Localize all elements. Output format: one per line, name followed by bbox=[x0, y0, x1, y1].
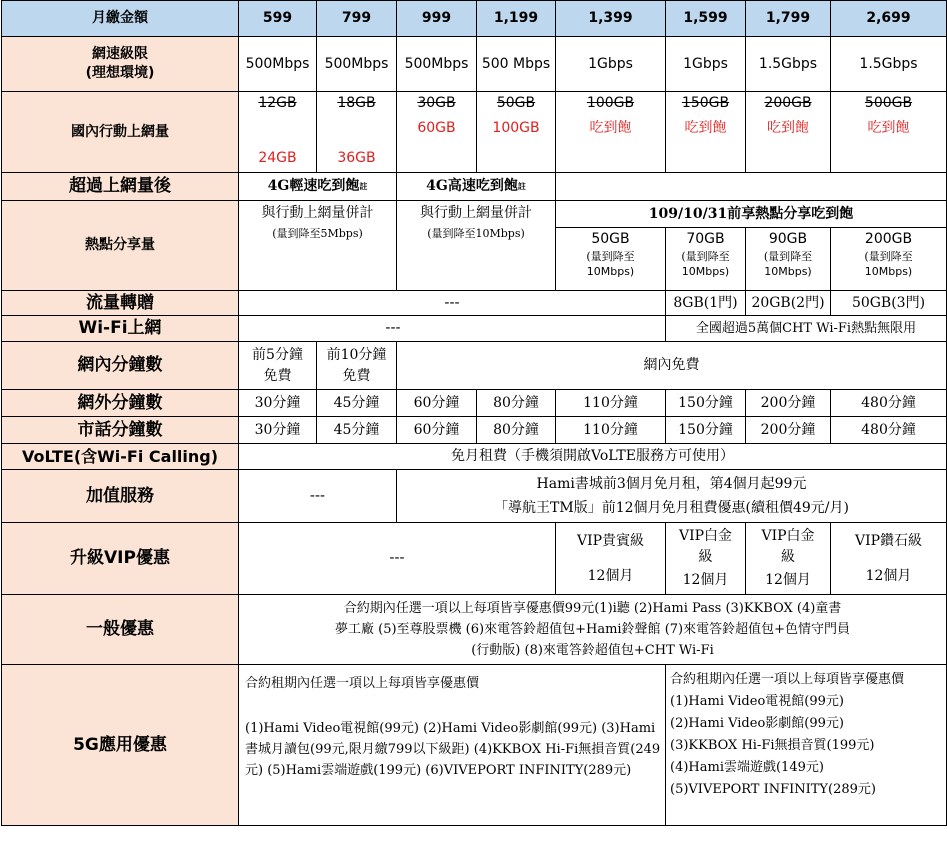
vip-tier-term: 12個月 bbox=[682, 572, 729, 588]
transfer-label: 流量轉贈 bbox=[2, 291, 239, 316]
data-original: 100GB bbox=[586, 95, 635, 111]
general-value bbox=[239, 595, 947, 665]
price-2699: 2,699 bbox=[831, 1, 947, 37]
header-row bbox=[2, 1, 947, 37]
hotspot-amount-value: 50GB bbox=[591, 231, 630, 247]
price-1199: 1,199 bbox=[477, 1, 556, 37]
vip-tier-name: VIP白金 bbox=[678, 528, 733, 544]
data-new: 36GB bbox=[337, 150, 376, 166]
hotspot-shared-high bbox=[397, 201, 556, 291]
data-cell bbox=[239, 92, 317, 173]
onnet-599 bbox=[239, 342, 317, 390]
transfer-value: 8GB(1門) bbox=[666, 291, 746, 316]
vip-label: 升級VIP優惠 bbox=[2, 523, 239, 595]
onnet-599-line2: 免費 bbox=[263, 367, 292, 384]
vas-value bbox=[397, 470, 947, 523]
data-cell bbox=[397, 92, 477, 173]
hotspot-amount bbox=[746, 228, 831, 291]
hotspot-amount bbox=[831, 228, 947, 291]
vip-tier-term: 12個月 bbox=[865, 567, 912, 584]
onnet-799-line2: 免費 bbox=[342, 367, 371, 384]
speed-value: 500 Mbps bbox=[477, 37, 556, 92]
landline-row bbox=[2, 417, 947, 444]
hotspot-note-line1: (量到降至 bbox=[681, 250, 730, 263]
data-cell bbox=[556, 92, 666, 173]
general-row bbox=[2, 595, 947, 665]
landline-value: 110分鐘 bbox=[556, 417, 666, 444]
fiveg-left-title: 合約租期內任選一項以上每項皆享優惠價 bbox=[245, 676, 480, 691]
over-limit-low bbox=[239, 173, 397, 201]
vas-line1: Hami書城前3個月免月租，第4個月起99元 bbox=[536, 476, 807, 492]
data-cell bbox=[477, 92, 556, 173]
fiveg-right-item: (4)Hami雲端遊戲(149元) bbox=[670, 760, 824, 775]
over-limit-row bbox=[2, 173, 947, 201]
wifi-label: Wi-Fi上網 bbox=[2, 316, 239, 342]
speed-label bbox=[2, 37, 239, 92]
landline-value: 80分鐘 bbox=[477, 417, 556, 444]
offnet-value: 45分鐘 bbox=[317, 390, 397, 417]
hotspot-amount-value: 90GB bbox=[768, 231, 808, 247]
onnet-row bbox=[2, 342, 947, 390]
fiveg-left bbox=[239, 665, 666, 826]
offnet-value: 480分鐘 bbox=[831, 390, 947, 417]
transfer-value: 50GB(3門) bbox=[831, 291, 947, 316]
transfer-none: --- bbox=[239, 291, 666, 316]
landline-label: 市話分鐘數 bbox=[2, 417, 239, 444]
offnet-value: 80分鐘 bbox=[477, 390, 556, 417]
hotspot-shared-note: (量到降至5Mbps) bbox=[272, 227, 363, 240]
vas-row bbox=[2, 470, 947, 523]
vip-tier-name-line2: 級 bbox=[781, 549, 795, 565]
volte-value: 免月租費（手機須開啟VoLTE服務方可使用） bbox=[239, 444, 947, 470]
data-new: 吃到飽 bbox=[867, 120, 910, 136]
hotspot-note-line2: 10Mbps) bbox=[864, 265, 913, 278]
fiveg-right-item: (5)VIVEPORT INFINITY(289元) bbox=[670, 782, 876, 797]
speed-label-line1: 網速級限 bbox=[92, 46, 148, 62]
data-new: 100GB bbox=[492, 120, 540, 136]
speed-value: 1Gbps bbox=[556, 37, 666, 92]
transfer-row bbox=[2, 291, 947, 316]
hotspot-note-line2: 10Mbps) bbox=[764, 265, 812, 278]
price-999: 999 bbox=[397, 1, 477, 37]
speed-value: 500Mbps bbox=[239, 37, 317, 92]
data-new: 吃到飽 bbox=[767, 120, 809, 136]
landline-value: 45分鐘 bbox=[317, 417, 397, 444]
onnet-free: 網內免費 bbox=[397, 342, 947, 390]
over-limit-high bbox=[397, 173, 556, 201]
data-row bbox=[2, 92, 947, 173]
offnet-value: 60分鐘 bbox=[397, 390, 477, 417]
vip-tier bbox=[666, 523, 746, 595]
landline-value: 480分鐘 bbox=[831, 417, 947, 444]
over-limit-low-text: 4G輕速吃到飽 bbox=[267, 178, 360, 194]
speed-value: 1.5Gbps bbox=[831, 37, 947, 92]
data-original: 200GB bbox=[764, 95, 812, 111]
data-cell bbox=[666, 92, 746, 173]
price-799: 799 bbox=[317, 1, 397, 37]
note-mark: 註 bbox=[359, 181, 368, 191]
price-1599: 1,599 bbox=[666, 1, 746, 37]
vip-tier-name: VIP貴賓級 bbox=[576, 532, 645, 549]
header-label: 月繳金額 bbox=[2, 1, 239, 37]
vip-tier-name: VIP白金 bbox=[761, 528, 815, 544]
vip-tier-name: VIP鑽石級 bbox=[854, 532, 923, 549]
fiveg-right-item: (3)KKBOX Hi-Fi無損音質(199元) bbox=[670, 738, 875, 753]
vas-none: --- bbox=[239, 470, 397, 523]
hotspot-amount bbox=[666, 228, 746, 291]
hotspot-note-line1: (量到降至 bbox=[586, 250, 635, 263]
hotspot-shared-text: 與行動上網量併計 bbox=[420, 205, 532, 221]
speed-label-line2: (理想環境) bbox=[85, 65, 155, 81]
hotspot-note-line1: (量到降至 bbox=[763, 250, 813, 263]
vip-tier-name-line2: 級 bbox=[698, 549, 713, 565]
transfer-value: 20GB(2門) bbox=[746, 291, 831, 316]
data-new: 60GB bbox=[417, 120, 456, 136]
offnet-value: 200分鐘 bbox=[746, 390, 831, 417]
wifi-none: --- bbox=[239, 316, 666, 342]
vip-row bbox=[2, 523, 947, 595]
speed-value: 1.5Gbps bbox=[746, 37, 831, 92]
hotspot-shared-text: 與行動上網量併計 bbox=[261, 205, 374, 221]
price-1799: 1,799 bbox=[746, 1, 831, 37]
data-original: 12GB bbox=[258, 95, 297, 111]
plan-comparison-table bbox=[1, 0, 947, 826]
data-original: 500GB bbox=[864, 95, 913, 111]
onnet-label: 網內分鐘數 bbox=[2, 342, 239, 390]
offnet-label: 網外分鐘數 bbox=[2, 390, 239, 417]
onnet-599-line1: 前5分鐘 bbox=[252, 346, 303, 363]
over-limit-high-text: 4G高速吃到飽 bbox=[426, 178, 518, 194]
speed-row bbox=[2, 37, 947, 92]
vip-tier bbox=[831, 523, 947, 595]
landline-value: 150分鐘 bbox=[666, 417, 746, 444]
onnet-799-line1: 前10分鐘 bbox=[326, 346, 387, 363]
vas-line2: 「導航王TM版」前12個月免月租費優惠(續租價49元/月) bbox=[494, 500, 849, 516]
fiveg-label: 5G應用優惠 bbox=[2, 665, 239, 826]
data-new: 吃到飽 bbox=[684, 120, 727, 136]
vip-none: --- bbox=[239, 523, 556, 595]
speed-value: 500Mbps bbox=[397, 37, 477, 92]
landline-value: 60分鐘 bbox=[397, 417, 477, 444]
vip-tier-term: 12個月 bbox=[587, 567, 634, 584]
hotspot-label: 熱點分享量 bbox=[2, 201, 239, 291]
general-label: 一般優惠 bbox=[2, 595, 239, 665]
over-limit-empty bbox=[556, 173, 947, 201]
hotspot-amount-value: 70GB bbox=[686, 231, 725, 247]
hotspot-amount bbox=[556, 228, 666, 291]
vip-tier-term: 12個月 bbox=[765, 572, 811, 588]
fiveg-right-item: (2)Hami Video影劇館(99元) bbox=[670, 716, 844, 731]
fiveg-row bbox=[2, 665, 947, 826]
hotspot-shared-note: (量到降至10Mbps) bbox=[427, 227, 525, 240]
data-cell bbox=[746, 92, 831, 173]
offnet-value: 30分鐘 bbox=[239, 390, 317, 417]
fiveg-left-body: (1)Hami Video電視館(99元) (2)Hami Video影劇館(99元) (3)Hami書城月讀包(99元,限月繳799以下級距) (4)KKBOX Hi-Fi無損音質(249元) (5)Hami雲端遊戲(199元) (6)VIVEPORT INFINITY(289元) bbox=[245, 721, 661, 778]
data-label: 國內行動上網量 bbox=[2, 92, 239, 173]
hotspot-note-line1: (量到降至 bbox=[864, 250, 913, 263]
note-mark: 註 bbox=[517, 181, 526, 191]
fiveg-right-item: (1)Hami Video電視館(99元) bbox=[670, 694, 844, 709]
data-new: 吃到飽 bbox=[589, 120, 632, 136]
vip-tier bbox=[556, 523, 666, 595]
landline-value: 200分鐘 bbox=[746, 417, 831, 444]
offnet-value: 110分鐘 bbox=[556, 390, 666, 417]
data-cell bbox=[831, 92, 947, 173]
hotspot-note-line2: 10Mbps) bbox=[681, 265, 730, 278]
data-original: 30GB bbox=[417, 95, 456, 111]
data-cell bbox=[317, 92, 397, 173]
offnet-value: 150分鐘 bbox=[666, 390, 746, 417]
price-599: 599 bbox=[239, 1, 317, 37]
data-new: 24GB bbox=[258, 150, 297, 166]
speed-value: 1Gbps bbox=[666, 37, 746, 92]
offnet-row bbox=[2, 390, 947, 417]
onnet-799 bbox=[317, 342, 397, 390]
data-original: 150GB bbox=[681, 95, 730, 111]
data-original: 18GB bbox=[337, 95, 376, 111]
general-line1: 合約期內任選一項以上每項皆享優惠價99元(1)i聽 (2)Hami Pass (3)KKBOX (4)童書 bbox=[343, 601, 842, 616]
hotspot-note-line2: 10Mbps) bbox=[586, 265, 635, 278]
wifi-row bbox=[2, 316, 947, 342]
landline-value: 30分鐘 bbox=[239, 417, 317, 444]
vip-tier bbox=[746, 523, 831, 595]
speed-value: 500Mbps bbox=[317, 37, 397, 92]
vas-label: 加值服務 bbox=[2, 470, 239, 523]
general-line3: (行動版) (8)來電答鈴超值包+CHT Wi-Fi bbox=[471, 643, 714, 658]
data-original: 50GB bbox=[496, 95, 536, 111]
hotspot-promo-title: 109/10/31前享熱點分享吃到飽 bbox=[556, 201, 947, 228]
fiveg-right bbox=[666, 665, 947, 826]
hotspot-row bbox=[2, 201, 947, 228]
volte-label: VoLTE(含Wi-Fi Calling) bbox=[2, 444, 239, 470]
price-1399: 1,399 bbox=[556, 1, 666, 37]
over-limit-label: 超過上網量後 bbox=[2, 173, 239, 201]
hotspot-amount-value: 200GB bbox=[864, 231, 913, 247]
fiveg-right-title: 合約租期內任選一項以上每項皆享優惠價 bbox=[670, 672, 905, 687]
volte-row bbox=[2, 444, 947, 470]
hotspot-shared-low bbox=[239, 201, 397, 291]
wifi-value: 全國超過5萬個CHT Wi-Fi熱點無限用 bbox=[666, 316, 947, 342]
general-line2: 夢工廠 (5)至尊股票機 (6)來電答鈴超值包+Hami鈴聲館 (7)來電答鈴超值包+色情守門員 bbox=[335, 622, 850, 637]
